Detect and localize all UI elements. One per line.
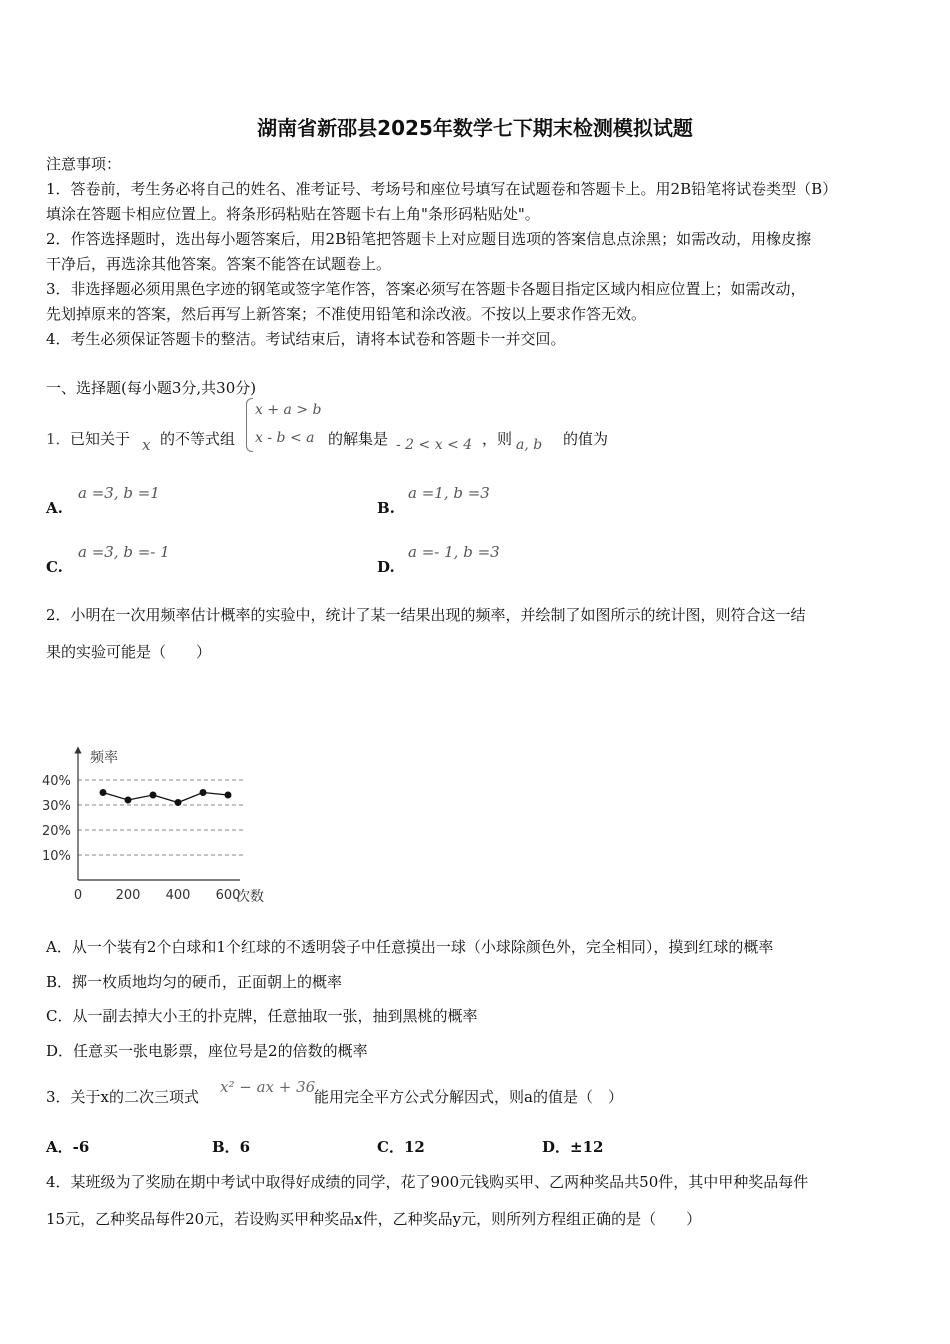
option-b-label[interactable]: B.: [377, 499, 395, 517]
section-heading: 一、选择题(每小题3分,共30分): [46, 379, 257, 397]
x-axis-label: 次数: [236, 889, 264, 905]
question-4-text: 15元，乙种奖品每件20元，若设购买甲种奖品x件，乙种奖品y元，则所列方程组正确的是（ ）: [46, 1210, 702, 1228]
notes-line: 1．答卷前，考生务必将自己的姓名、准考证号、考场号和座位号填写在试题卷和答题卡上。用2B铅笔将试卷类型（B）: [46, 180, 838, 198]
solution-set: - 2 < x < 4: [396, 437, 473, 453]
option-a[interactable]: A．-6: [46, 1138, 90, 1156]
question-3-text: 能用完全平方公式分解因式，则a的值是（ ）: [314, 1088, 623, 1106]
frequency-chart: [40, 740, 280, 910]
option-c-label[interactable]: C.: [46, 558, 63, 576]
option-b-value: a =1, b =3: [408, 484, 490, 502]
option-d-value: a =- 1, b =3: [408, 543, 500, 561]
option-a-value: a =3, b =1: [78, 484, 160, 502]
option-d-label[interactable]: D.: [377, 558, 395, 576]
x-tick-label: 400: [165, 888, 191, 903]
question-text: ，则: [482, 430, 513, 448]
data-point: [175, 799, 182, 806]
page-title: 湖南省新邵县2025年数学七下期末检测模拟试题: [257, 116, 693, 140]
x-tick-label: 200: [115, 888, 141, 903]
notes-line: 4．考生必须保证答题卡的整洁。考试结束后，请将本试卷和答题卡一并交回。: [46, 330, 566, 348]
data-point: [125, 797, 132, 804]
notes-line: 干净后，再选涂其他答案。答案不能答在试题卷上。: [46, 255, 392, 273]
option-a[interactable]: A．从一个装有2个白球和1个红球的不透明袋子中任意摸出一球（小球除颜色外，完全相同），摸到红球的概率: [46, 938, 774, 956]
math-vars: a, b: [516, 437, 543, 453]
option-c-value: a =3, b =- 1: [78, 543, 170, 561]
polynomial: x² − ax + 36: [220, 1078, 316, 1096]
y-tick-label: 10%: [42, 849, 71, 864]
question-text: 的解集是: [328, 430, 389, 448]
notes-line: 先划掉原来的答案，然后再写上新答案；不准使用铅笔和涂改液。不按以上要求作答无效。: [46, 305, 647, 323]
y-tick-label: 20%: [42, 824, 71, 839]
y-tick-label: 40%: [42, 774, 71, 789]
option-d[interactable]: D．±12: [542, 1138, 604, 1156]
question-text: 的值为: [563, 430, 609, 448]
question-number: 1．: [46, 430, 71, 448]
brace: [246, 398, 253, 452]
x-tick-label: 600: [215, 888, 241, 903]
option-d[interactable]: D．任意买一张电影票，座位号是2的倍数的概率: [46, 1042, 368, 1060]
question-2-text: 2．小明在一次用频率估计概率的实验中，统计了某一结果出现的频率，并绘制了如图所示的统计图，则符合这一结: [46, 606, 806, 624]
inequality: x - b < a: [255, 430, 315, 446]
notes-line: 2．作答选择题时，选出每小题答案后，用2B铅笔把答题卡上对应题目选项的答案信息点涂黑；如需改动，用橡皮擦: [46, 230, 812, 248]
option-b[interactable]: B．6: [212, 1138, 251, 1156]
option-c[interactable]: C．从一副去掉大小王的扑克牌，任意抽取一张，抽到黑桃的概率: [46, 1007, 478, 1025]
inequality: x + a > b: [255, 402, 322, 418]
option-a-label[interactable]: A.: [46, 499, 63, 517]
option-b[interactable]: B．掷一枚质地均匀的硬币，正面朝上的概率: [46, 973, 343, 991]
data-point: [200, 789, 207, 796]
series-line: [103, 793, 228, 803]
y-axis-label: 频率: [90, 750, 118, 766]
data-point: [225, 792, 232, 799]
question-text: 已知关于: [70, 430, 131, 448]
y-tick-label: 30%: [42, 799, 71, 814]
question-3-text: 3．关于x的二次三项式: [46, 1088, 200, 1106]
question-4-text: 4．某班级为了奖励在期中考试中取得好成绩的同学，花了900元钱购买甲、乙两种奖品共50件，其中甲种奖品每件: [46, 1173, 809, 1191]
notes-line: 3．非选择题必须用黑色字迹的钢笔或签字笔作答，答案必须写在答题卡各题目指定区域内相应位置上；如需改动，: [46, 280, 806, 298]
option-c[interactable]: C．12: [377, 1138, 425, 1156]
notes-heading: 注意事项：: [46, 155, 122, 173]
data-point: [150, 792, 157, 799]
question-text: 的不等式组: [160, 430, 236, 448]
data-point: [100, 789, 107, 796]
question-2-text: 果的实验可能是（ ）: [46, 643, 212, 661]
math-var: x: [142, 436, 151, 454]
notes-line: 填涂在答题卡相应位置上。将条形码粘贴在答题卡右上角"条形码粘贴处"。: [46, 205, 540, 223]
x-tick-label: 0: [73, 888, 83, 903]
